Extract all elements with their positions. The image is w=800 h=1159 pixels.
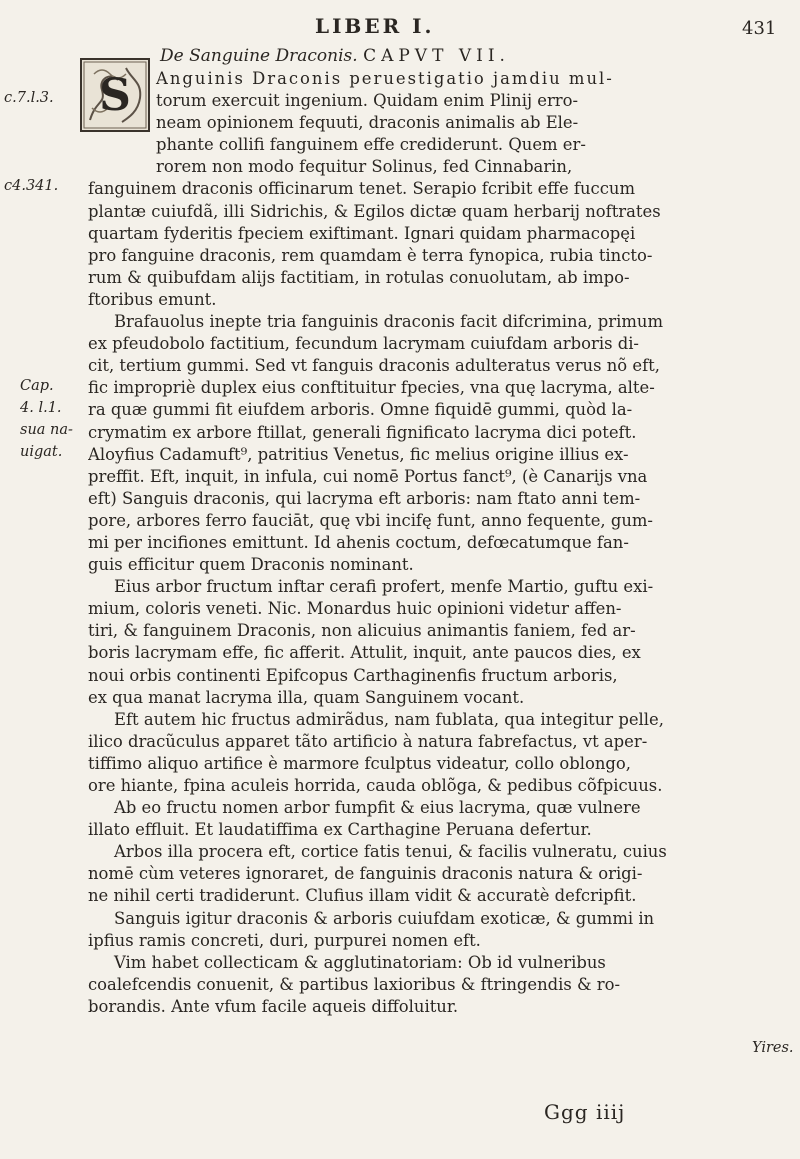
text-line: boris lacrymam effe, fic afferit. Attulit, inquit, ante paucos dies, ex — [88, 643, 641, 663]
text-line: borandis. Ante vfum facile aqueis diffoluitur. — [88, 996, 459, 1016]
text-line: neam opinionem fequuti, draconis animalis ab Ele- — [156, 113, 579, 133]
text-line: quartam fyderitis fpeciem exiftimant. Ignari quidam pharmacopęi — [88, 223, 636, 243]
text-line: ex qua manat lacryma illa, quam Sanguinem vocant. — [88, 687, 525, 707]
text-line: Sanguis igitur draconis & arboris cuiufdam exoticæ, & gummi in — [114, 908, 655, 928]
text-line: noui orbis continenti Epifcopus Carthaginenfis fructum arboris, — [88, 665, 618, 685]
margin-note: c.7.l.3. — [4, 90, 54, 106]
margin-note: uigat. — [20, 444, 63, 460]
text-line: tiri, & fanguinem Draconis, non alicuius animantis faniem, fed ar- — [88, 621, 636, 641]
text-line: plantæ cuiufdã, illi Sidrichis, & Egilos dictæ quam herbarij noftrates — [88, 201, 661, 221]
text-line: Vim habet collecticam & agglutinatoriam: Ob id vulneribus — [114, 952, 606, 972]
text-line: torum exercuit ingenium. Quidam enim Plinij erro- — [156, 91, 579, 111]
margin-note: sua na- — [20, 422, 73, 438]
text-line: Anguinis Draconis peruestigatio jamdiu mul- — [156, 69, 614, 88]
text-line: Brafauolus inepte tria fanguinis draconis facit difcrimina, primum — [114, 312, 663, 332]
text-line: nomē cùm veteres ignoraret, de fanguinis draconis natura & origi- — [88, 864, 643, 884]
section-title: De Sanguine Draconis. — [160, 46, 358, 66]
text-line: pore, arbores ferro fauciāt, quę vbi incifę funt, anno fequente, gum- — [88, 510, 653, 530]
text-line: ilico dracũculus apparet tãto artificio à natura fabrefactus, vt aper- — [88, 731, 648, 751]
text-line: crymatim ex arbore ftillat, generali fignificato lacryma dici poteft. — [88, 422, 637, 442]
text-line: illato effluit. Et laudatiffima ex Carthagine Peruana defertur. — [88, 820, 592, 840]
text-line: ra quæ gummi fit eiufdem arboris. Omne fiquidē gummi, quòd la- — [88, 400, 633, 420]
text-line: fic impropriè duplex eius conftituitur fpecies, vna quę lacryma, alte- — [88, 378, 655, 398]
text-line: fanguinem draconis officinarum tenet. Serapio fcribit effe fuccum — [88, 179, 635, 199]
text-line: ex pfeudobolo factitium, fecundum lacrymam cuiufdam arboris di- — [88, 334, 639, 354]
text-line: guis efficitur quem Draconis nominant. — [88, 555, 414, 575]
text-line: ne nihil certi tradiderunt. Clufius illam vidit & accuratè defcripfit. — [88, 886, 637, 906]
text-line: ftoribus emunt. — [88, 289, 217, 309]
text-line: phante collifi fanguinem effe crediderunt. Quem er- — [156, 135, 586, 155]
text-line: cit, tertium gummi. Sed vt fanguis draconis adulteratus verus nõ eft, — [88, 356, 660, 376]
text-line: Ab eo fructu nomen arbor fumpfit & eius lacryma, quæ vulnere — [114, 798, 641, 818]
text-line: rum & quibufdam alijs factitiam, in rotulas conuolutam, ab impo- — [88, 267, 630, 287]
text-line: rorem non modo fequitur Solinus, fed Cinnabarin, — [156, 157, 573, 177]
text-line: preffit. Eft, inquit, in infula, cui nomē Portus fanct⁹, (è Canarijs vna — [88, 466, 648, 486]
body-text — [88, 68, 778, 1018]
margin-note: Cap. — [20, 378, 54, 394]
margin-note: 4. l.1. — [20, 400, 62, 416]
signature-mark: Ggg iiij — [544, 1100, 626, 1124]
text-line: eft) Sanguis draconis, qui lacryma eft arboris: nam ftato anni tem- — [88, 488, 641, 508]
text-line: coalefcendis conuenit, & partibus laxioribus & ftringendis & ro- — [88, 974, 621, 994]
text-line: Aloyfius Cadamuft⁹, patritius Venetus, fic melius origine illius ex- — [88, 444, 629, 464]
text-line: Eft autem hic fructus admirãdus, nam fublata, qua integitur pelle, — [114, 709, 664, 729]
chapter-number: CAPVT VII. — [363, 46, 510, 66]
section-heading — [160, 46, 510, 66]
page-number: 431 — [742, 18, 777, 39]
text-line: mium, coloris veneti. Nic. Monardus huic opinioni videtur affen- — [88, 599, 622, 619]
initial-letter: S — [99, 70, 131, 121]
text-line: ore hiante, fpina aculeis horrida, cauda oblõga, & pedibus cõfpicuus. — [88, 776, 663, 795]
text-line: tiffimo aliquo artifice è marmore fculptus videatur, collo oblongo, — [88, 753, 631, 773]
margin-note: Yires. — [752, 1040, 794, 1056]
margin-note: c4.341. — [4, 178, 59, 194]
text-line: Eius arbor fructum inftar cerafi profert, menfe Martio, guftu exi- — [114, 577, 654, 597]
text-line: pro fanguine draconis, rem quamdam è terra fynopica, rubia tincto- — [88, 245, 653, 265]
running-title: LIBER I. — [315, 14, 435, 38]
page-header — [0, 6, 800, 40]
text-line: mi per incifiones emittunt. Id ahenis coctum, defœcatumque fan- — [88, 532, 629, 552]
text-line: ipfius ramis concreti, duri, purpurei nomen eft. — [88, 930, 481, 950]
text-line: Arbos illa procera eft, cortice fatis tenui, & facilis vulneratu, cuius — [114, 842, 667, 862]
